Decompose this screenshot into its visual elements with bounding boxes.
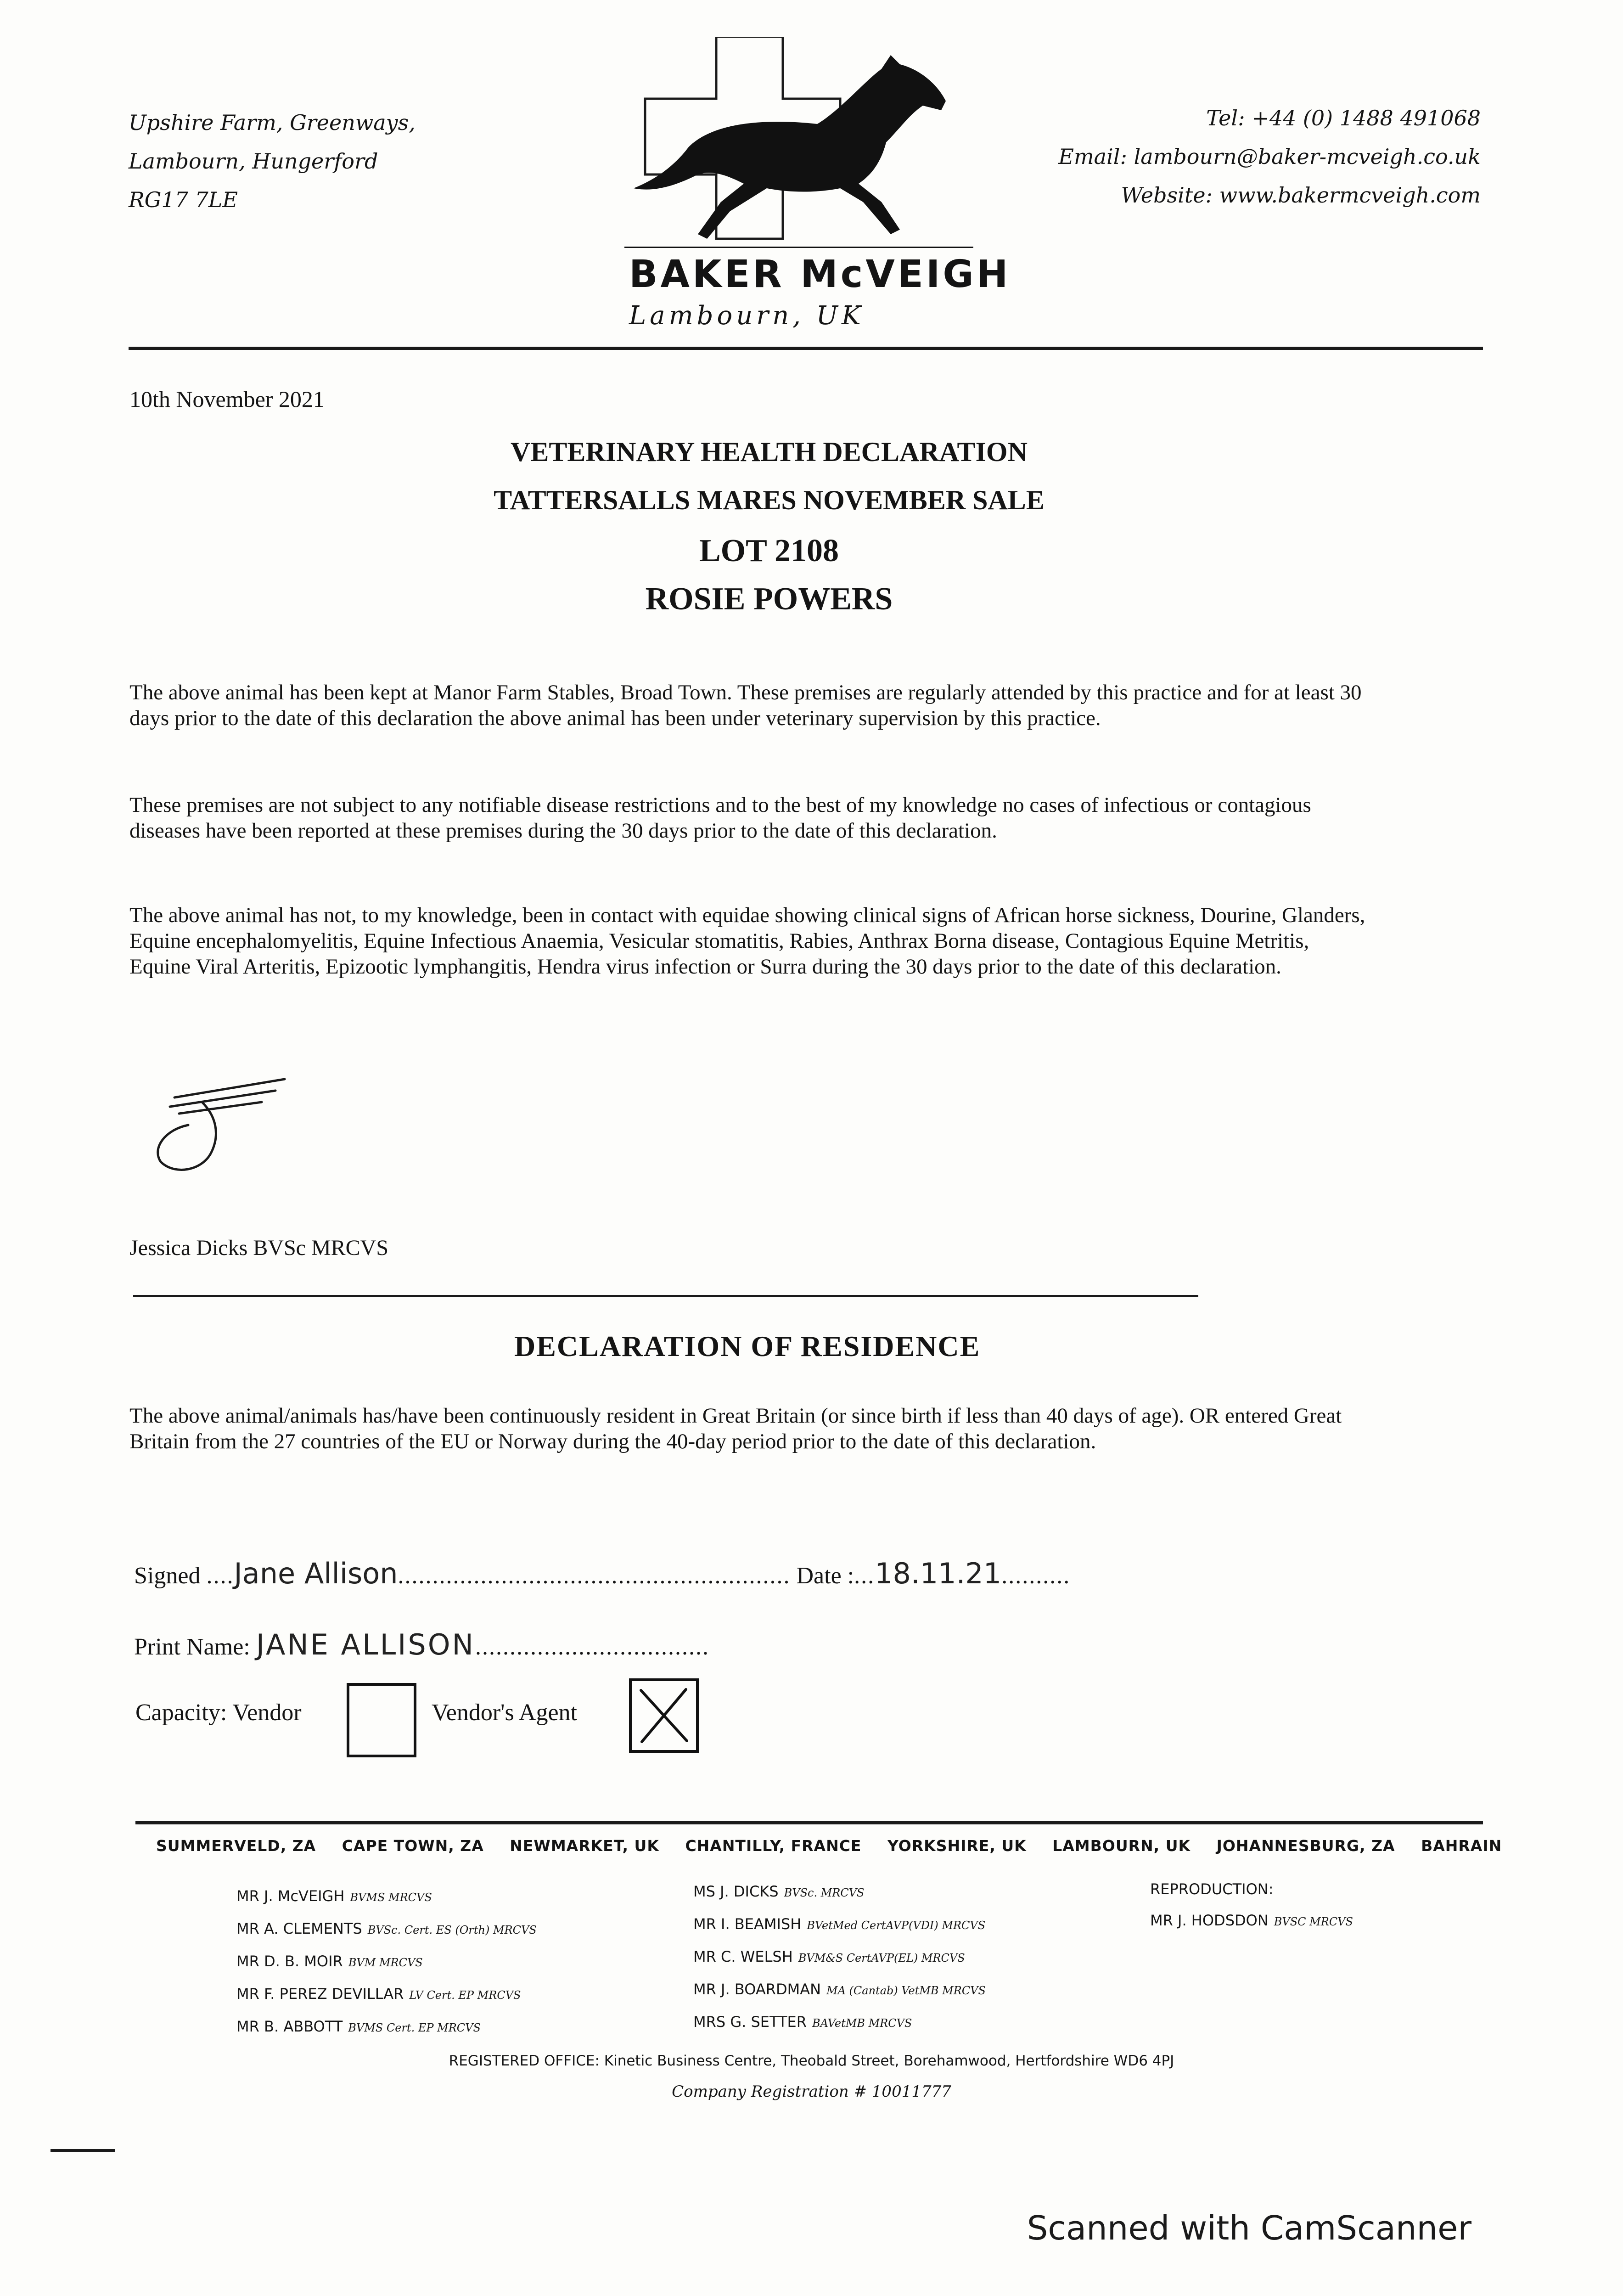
staff-entry: MR A. CLEMENTS BVSc. Cert. ES (Orth) MRCVS (236, 1920, 537, 1937)
staff-entry: MR C. WELSH BVM&S CertAVP(EL) MRCVS (693, 1948, 965, 1965)
signed-line: Signed ....Jane Allison......................................................... Date :...18.11.21.......... (134, 1557, 1071, 1590)
staff-column-reproduction (1150, 1874, 1353, 1937)
address-line-3: RG17 7LE (129, 187, 238, 212)
print-name-line: Print Name: JANE ALLISON.................................. (134, 1628, 709, 1661)
signed-label: Signed (134, 1563, 201, 1589)
staff-column-1 (236, 1880, 537, 2043)
paragraph-restrictions: These premises are not subject to any notifiable disease restrictions and to the best of my knowledge no cases of infectious or contagious diseases have been reported at these premises during the 30 days prior to the date of this declaration. (129, 793, 1311, 843)
title-lot: LOT 2108 (699, 533, 839, 568)
city-summerveld: SUMMERVELD, ZA (156, 1837, 316, 1855)
city-johannesburg: JOHANNESBURG, ZA (1216, 1837, 1395, 1855)
residence-heading: DECLARATION OF RESIDENCE (514, 1330, 981, 1362)
staff-entry: MS J. DICKS BVSc. MRCVS (693, 1883, 865, 1900)
document-date: 10th November 2021 (129, 386, 325, 412)
print-name-value: JANE ALLISON (256, 1628, 475, 1661)
staff-column-2 (693, 1876, 986, 2039)
section-divider (133, 1295, 1198, 1297)
vendor-agent-checkbox[interactable] (629, 1678, 699, 1753)
contact-tel: Tel: +44 (0) 1488 491068 (1206, 106, 1481, 130)
brand-location: Lambourn, UK (629, 301, 865, 331)
vendor-agent-label: Vendor's Agent (432, 1699, 578, 1726)
office-locations (156, 1837, 1522, 1855)
staff-entry: MR F. PEREZ DEVILLAR LV Cert. EP MRCVS (236, 1985, 521, 2003)
cross-and-horse-logo-icon (624, 37, 973, 248)
paragraph-premises: The above animal has been kept at Manor Farm Stables, Broad Town. These premises are regularly attended by this practice and for at least 30 days prior to the date of this declaration the above animal has been under veterinary supervision by this practice. (129, 681, 1362, 730)
vet-signatory-name: Jessica Dicks BVSc MRCVS (129, 1236, 389, 1260)
staff-entry: MR J. McVEIGH BVMS MRCVS (236, 1887, 432, 1905)
staff-entry: MR D. B. MOIR BVM MRCVS (236, 1953, 423, 1970)
date-label: Date : (796, 1563, 854, 1589)
staff-entry: MR J. BOARDMAN MA (Cantab) VetMB MRCVS (693, 1981, 986, 1998)
address-line-2: Lambourn, Hungerford (129, 149, 378, 174)
paragraph-diseases: The above animal has not, to my knowledge, been in contact with equidae showing clinical signs of African horse sickness, Dourine, Glanders, Equine encephalomyelitis, Equine Infectious Anaemia, Vesicular stomatitis, Rabies, Anthrax Borna disease, Contagious Equine Metritis, Equine Viral Arteritis, Epizootic lymphangitis, Hendra virus infection or Surra during the 30 days prior to the date of this declaration. (129, 903, 1365, 979)
staff-entry: MR I. BEAMISH BVetMed CertAVP(VDI) MRCVS (693, 1915, 986, 1933)
city-bahrain: BAHRAIN (1421, 1837, 1502, 1855)
title-declaration: VETERINARY HEALTH DECLARATION (511, 437, 1028, 467)
brand-name: BAKER McVEIGH (629, 253, 1011, 296)
scanner-watermark: Scanned with CamScanner (1027, 2209, 1471, 2247)
address-line-1: Upshire Farm, Greenways, (129, 110, 416, 135)
title-horse-name: ROSIE POWERS (645, 581, 893, 617)
capacity-label: Capacity: Vendor (135, 1699, 302, 1726)
residence-text: The above animal/animals has/have been continuously resident in Great Britain (or since birth if less than 40 days of age). OR entered Great Britain from the 27 countries of the EU or Norway during the 40-day period prior to the date of this declaration. (129, 1404, 1342, 1453)
date-value: 18.11.21 (875, 1557, 1002, 1590)
city-chantilly: CHANTILLY, FRANCE (685, 1837, 862, 1855)
title-sale: TATTERSALLS MARES NOVEMBER SALE (494, 485, 1045, 515)
reproduction-label: REPRODUCTION: (1150, 1880, 1274, 1898)
header-divider (129, 347, 1483, 350)
city-newmarket: NEWMARKET, UK (510, 1837, 659, 1855)
cross-mark-icon (632, 1681, 696, 1750)
contact-website: Website: www.bakermcveigh.com (1121, 183, 1481, 208)
city-yorkshire: YORKSHIRE, UK (887, 1837, 1027, 1855)
print-name-label: Print Name: (134, 1634, 250, 1660)
footer-divider (135, 1821, 1483, 1824)
company-registration: Company Registration # 10011777 (672, 2082, 951, 2101)
scan-edge-mark (51, 2149, 115, 2152)
company-contact (1058, 99, 1481, 214)
vendor-checkbox[interactable] (347, 1683, 416, 1757)
staff-entry: MR B. ABBOTT BVMS Cert. EP MRCVS (236, 2018, 481, 2035)
staff-entry: MR J. HODSDON BVSC MRCVS (1150, 1912, 1353, 1929)
city-cape-town: CAPE TOWN, ZA (342, 1837, 484, 1855)
contact-email: Email: lambourn@baker-mcveigh.co.uk (1058, 144, 1481, 169)
signed-value: Jane Allison (234, 1557, 398, 1590)
registered-office: REGISTERED OFFICE: Kinetic Business Centre, Theobald Street, Borehamwood, Hertfordshire WD6 4PJ (449, 2053, 1174, 2069)
staff-entry: MRS G. SETTER BAVetMB MRCVS (693, 2013, 912, 2031)
vet-signature-icon (147, 1070, 303, 1189)
city-lambourn: LAMBOURN, UK (1052, 1837, 1191, 1855)
company-address (129, 103, 416, 219)
